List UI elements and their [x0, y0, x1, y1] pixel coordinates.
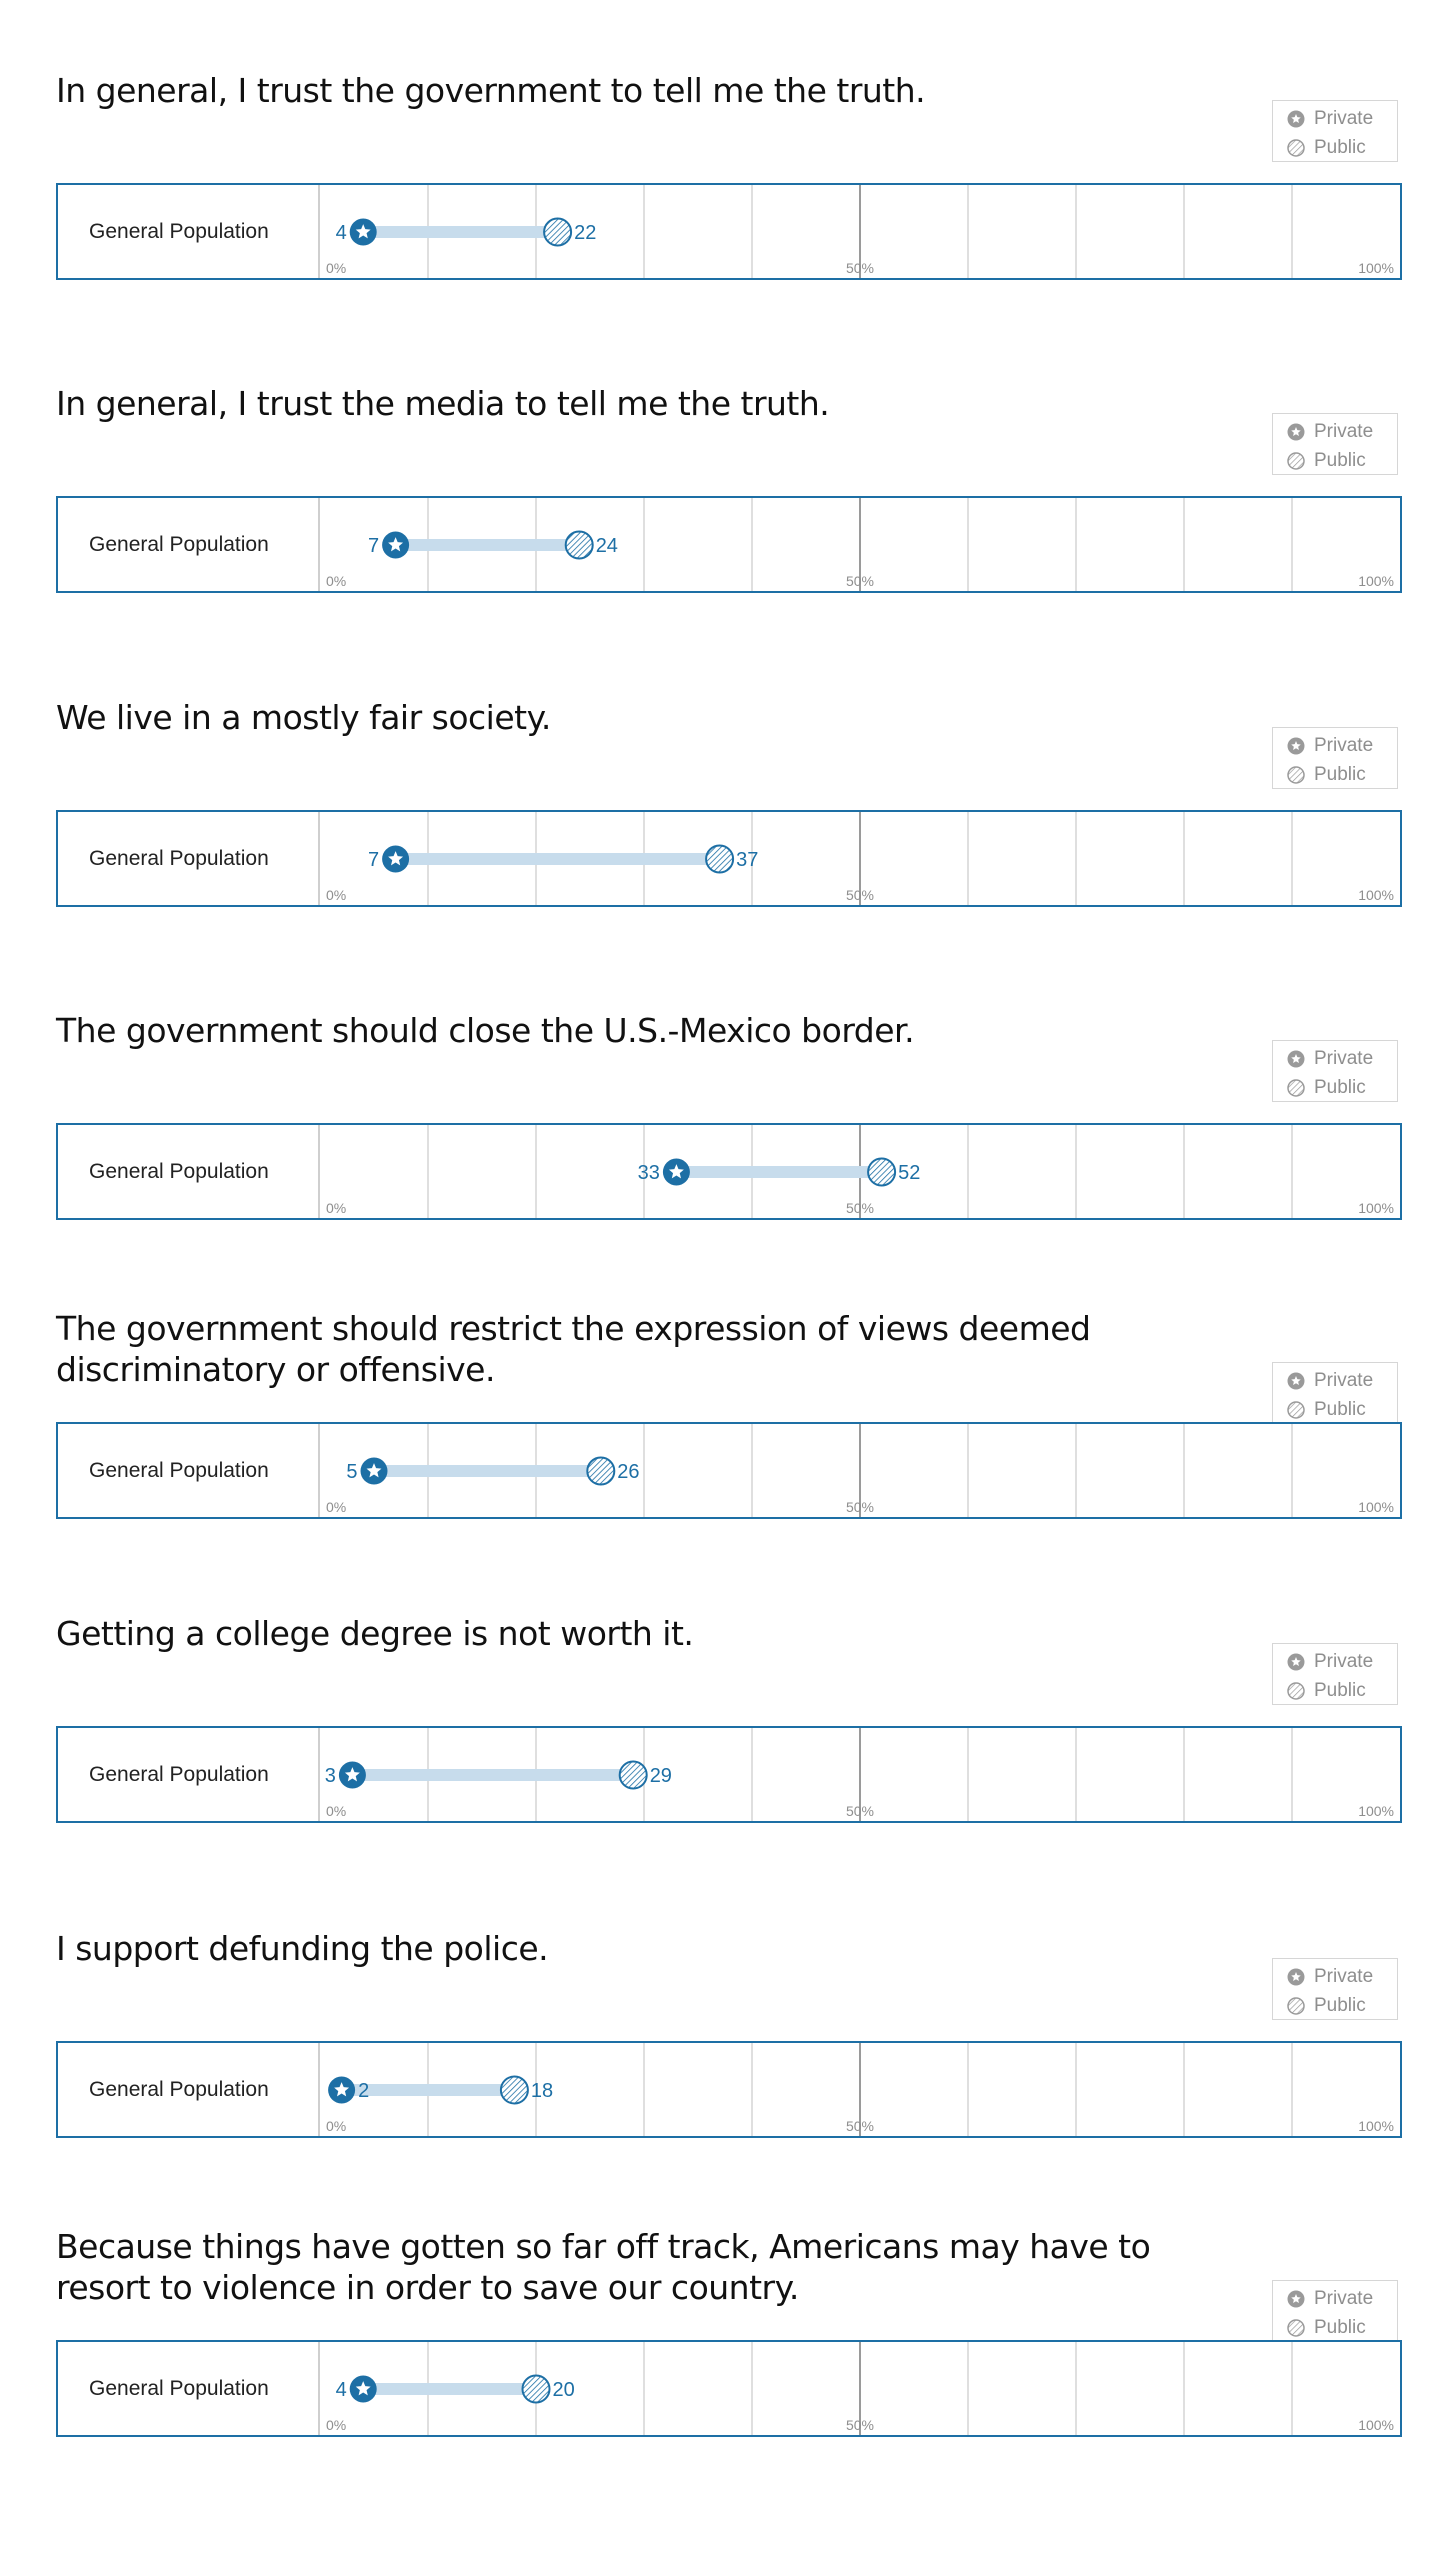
chart-panel	[56, 1726, 1402, 1823]
chart-panel	[56, 2340, 1402, 2437]
axis-tick-label: 50%	[845, 573, 875, 589]
public-dot	[501, 2077, 528, 2104]
hatched-dot-icon	[1286, 765, 1306, 785]
legend-label: Public	[1314, 1077, 1366, 1098]
axis-tick-label: 0%	[326, 1803, 347, 1819]
axis-tick-label: 100%	[1358, 573, 1394, 589]
star-dot-icon	[1286, 1371, 1306, 1391]
axis-tick-label: 0%	[326, 2417, 347, 2433]
axis-tick-label: 50%	[845, 2417, 875, 2433]
private-value-label: 3	[324, 1765, 336, 1787]
dot-range-chart	[320, 812, 1400, 905]
legend-label: Public	[1314, 137, 1366, 158]
legend	[1272, 413, 1398, 475]
star-dot-icon	[1286, 2289, 1306, 2309]
dot-range-chart	[320, 2043, 1400, 2136]
legend-item-public	[1286, 1399, 1366, 1421]
axis-tick-label: 50%	[845, 887, 875, 903]
dot-range-chart	[320, 1728, 1400, 1821]
star-dot-icon	[1286, 1049, 1306, 1069]
legend-label: Private	[1314, 1370, 1374, 1391]
question-title: In general, I trust the government to tell me the truth.	[56, 71, 926, 110]
question-title: The government should close the U.S.-Mexico border.	[56, 1011, 915, 1050]
hatched-dot-icon	[1286, 451, 1306, 471]
question-title: I support defunding the police.	[56, 1929, 549, 1968]
private-value-label: 2	[358, 2080, 370, 2102]
private-dot	[350, 219, 377, 246]
axis-tick-label: 0%	[326, 2118, 347, 2134]
private-value-label: 4	[335, 222, 347, 244]
question-title: The government should restrict the expression of views deemed discriminatory or offensive.	[56, 1309, 1091, 1389]
private-dot	[663, 1159, 690, 1186]
legend-item-public	[1286, 764, 1366, 786]
axis-tick-label: 0%	[326, 1200, 347, 1216]
legend	[1272, 100, 1398, 162]
axis-tick-label: 100%	[1358, 1803, 1394, 1819]
hatched-dot-icon	[1286, 1996, 1306, 2016]
public-dot	[620, 1762, 647, 1789]
dot-range-chart	[320, 1424, 1400, 1517]
axis-tick-label: 100%	[1358, 1200, 1394, 1216]
public-dot	[566, 532, 593, 559]
legend-item-private	[1286, 2288, 1373, 2310]
legend-item-public	[1286, 1995, 1366, 2017]
question-title: Getting a college degree is not worth it.	[56, 1614, 694, 1653]
dot-range-chart	[320, 1125, 1400, 1218]
legend-item-public	[1286, 1077, 1366, 1099]
legend-item-private	[1286, 1048, 1373, 1070]
legend-label: Public	[1314, 450, 1366, 471]
row-label: General Population	[89, 1459, 269, 1482]
private-dot	[350, 2376, 377, 2403]
private-value-label: 33	[637, 1162, 660, 1184]
hatched-dot-icon	[1286, 2318, 1306, 2338]
private-dot	[339, 1762, 366, 1789]
legend	[1272, 727, 1398, 789]
public-value-label: 22	[574, 222, 597, 244]
dot-range-chart	[320, 498, 1400, 591]
hatched-dot-icon	[1286, 1681, 1306, 1701]
chart-panel	[56, 496, 1402, 593]
legend	[1272, 1643, 1398, 1705]
star-dot-icon	[1286, 1652, 1306, 1672]
legend-item-private	[1286, 108, 1373, 130]
row-label: General Population	[89, 220, 269, 243]
public-dot	[587, 1458, 614, 1485]
legend	[1272, 1362, 1398, 1424]
hatched-dot-icon	[1286, 1400, 1306, 1420]
row-label: General Population	[89, 1763, 269, 1786]
axis-tick-label: 100%	[1358, 1499, 1394, 1515]
private-value-label: 5	[346, 1461, 358, 1483]
legend	[1272, 1958, 1398, 2020]
legend-label: Public	[1314, 2317, 1366, 2338]
legend-item-public	[1286, 137, 1366, 159]
axis-tick-label: 0%	[326, 260, 347, 276]
chart-panel	[56, 2041, 1402, 2138]
axis-tick-label: 0%	[326, 573, 347, 589]
private-value-label: 7	[367, 849, 380, 871]
public-dot	[523, 2376, 550, 2403]
legend-item-private	[1286, 1966, 1373, 1988]
row-label: General Population	[89, 847, 269, 870]
axis-tick-label: 50%	[845, 1499, 875, 1515]
legend-label: Private	[1314, 421, 1374, 442]
axis-tick-label: 50%	[845, 2118, 875, 2134]
legend-label: Public	[1314, 1995, 1366, 2016]
chart-panel	[56, 1422, 1402, 1519]
row-label: General Population	[89, 2377, 269, 2400]
public-value-label: 37	[736, 849, 759, 871]
question-title: We live in a mostly fair society.	[56, 698, 551, 737]
axis-tick-label: 0%	[326, 887, 347, 903]
public-dot	[868, 1159, 895, 1186]
chart-panel	[56, 183, 1402, 280]
question-title: In general, I trust the media to tell me the truth.	[56, 384, 830, 423]
public-value-label: 18	[530, 2080, 554, 2102]
legend-label: Public	[1314, 764, 1366, 785]
public-value-label: 52	[898, 1162, 921, 1184]
legend-label: Private	[1314, 735, 1374, 756]
legend-item-public	[1286, 450, 1366, 472]
hatched-dot-icon	[1286, 1078, 1306, 1098]
axis-tick-label: 0%	[326, 1499, 347, 1515]
star-dot-icon	[1286, 422, 1306, 442]
chart-panel	[56, 1123, 1402, 1220]
public-dot	[706, 846, 733, 873]
private-value-label: 4	[335, 2379, 347, 2401]
row-label: General Population	[89, 533, 269, 556]
legend	[1272, 1040, 1398, 1102]
legend	[1272, 2280, 1398, 2342]
star-dot-icon	[1286, 109, 1306, 129]
axis-tick-label: 50%	[845, 260, 875, 276]
legend-item-public	[1286, 1680, 1366, 1702]
legend-item-private	[1286, 1651, 1373, 1673]
public-value-label: 20	[552, 2379, 575, 2401]
hatched-dot-icon	[1286, 138, 1306, 158]
axis-tick-label: 50%	[845, 1803, 875, 1819]
private-dot	[328, 2077, 355, 2104]
legend-label: Private	[1314, 1048, 1374, 1069]
legend-item-private	[1286, 735, 1373, 757]
legend-label: Private	[1314, 1966, 1374, 1987]
question-title: Because things have gotten so far off track, Americans may have to resort to violence in order to save our country.	[56, 2227, 1151, 2307]
public-value-label: 26	[617, 1461, 640, 1483]
row-label: General Population	[89, 2078, 269, 2101]
axis-tick-label: 100%	[1358, 260, 1394, 276]
private-dot	[382, 846, 409, 873]
private-dot	[382, 532, 409, 559]
legend-item-public	[1286, 2317, 1366, 2339]
legend-label: Private	[1314, 108, 1374, 129]
chart-panel	[56, 810, 1402, 907]
axis-tick-label: 100%	[1358, 887, 1394, 903]
public-dot	[544, 219, 571, 246]
legend-item-private	[1286, 1370, 1373, 1392]
legend-label: Public	[1314, 1680, 1366, 1701]
axis-tick-label: 50%	[845, 1200, 875, 1216]
private-value-label: 7	[367, 535, 380, 557]
legend-item-private	[1286, 421, 1373, 443]
dot-range-chart	[320, 2342, 1400, 2435]
legend-label: Private	[1314, 2288, 1374, 2309]
public-value-label: 24	[595, 535, 618, 557]
public-value-label: 29	[649, 1765, 672, 1787]
star-dot-icon	[1286, 736, 1306, 756]
axis-tick-label: 100%	[1358, 2417, 1394, 2433]
dot-range-chart	[320, 185, 1400, 278]
private-dot	[361, 1458, 388, 1485]
star-dot-icon	[1286, 1967, 1306, 1987]
row-label: General Population	[89, 1160, 269, 1183]
axis-tick-label: 100%	[1358, 2118, 1394, 2134]
legend-label: Public	[1314, 1399, 1366, 1420]
legend-label: Private	[1314, 1651, 1374, 1672]
